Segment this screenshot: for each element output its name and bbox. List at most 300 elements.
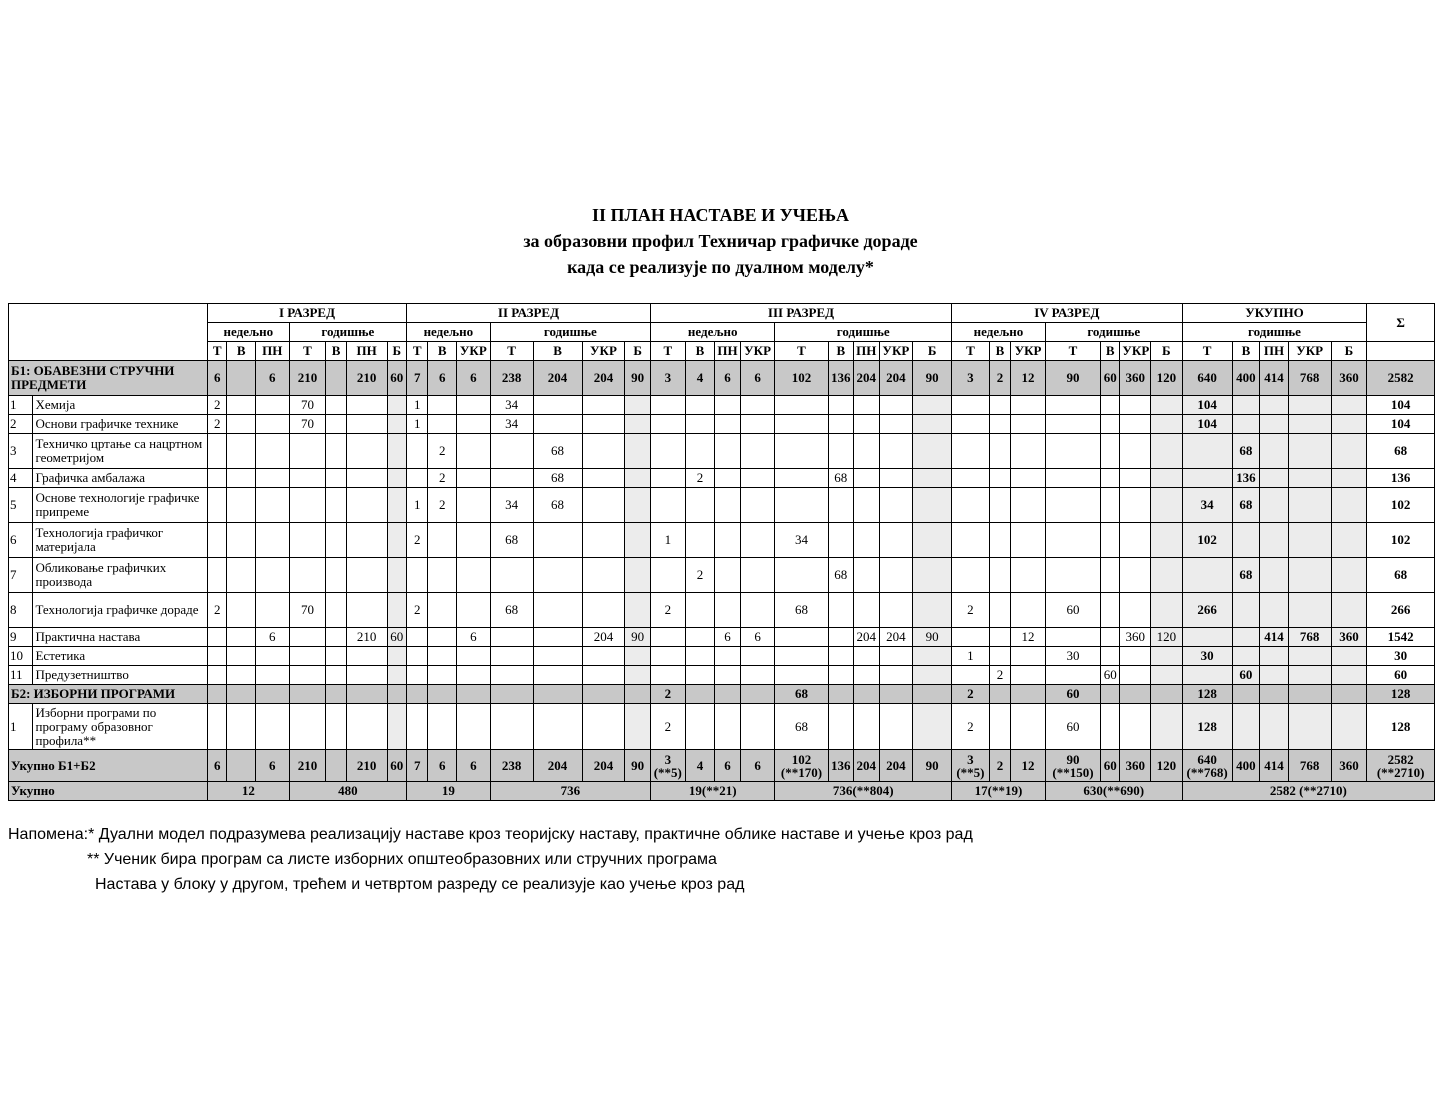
value-cell xyxy=(255,704,289,750)
value-cell: 204 xyxy=(533,361,582,396)
value-cell xyxy=(625,396,651,415)
value-cell: 104 xyxy=(1367,415,1435,434)
value-cell xyxy=(740,415,775,434)
subject-name: Естетика xyxy=(33,647,208,666)
subheader-cell: ПН xyxy=(346,342,387,361)
row-number: 1 xyxy=(9,704,33,750)
value-cell xyxy=(685,647,715,666)
value-cell xyxy=(740,434,775,469)
value-cell xyxy=(1011,666,1046,685)
subject-row xyxy=(9,666,1435,685)
value-cell xyxy=(428,628,457,647)
value-cell xyxy=(227,396,256,415)
value-cell xyxy=(208,558,227,593)
value-cell xyxy=(533,558,582,593)
value-cell xyxy=(1182,558,1232,593)
value-cell: 6 xyxy=(255,361,289,396)
subject-row xyxy=(9,647,1435,666)
value-cell xyxy=(715,396,741,415)
value-cell xyxy=(1288,415,1331,434)
value-cell xyxy=(387,704,406,750)
value-cell xyxy=(854,523,880,558)
value-cell xyxy=(457,647,491,666)
value-cell xyxy=(1288,685,1331,704)
value-cell: 210 xyxy=(346,750,387,782)
subheader-cell: Т xyxy=(650,342,685,361)
value-cell xyxy=(989,396,1010,415)
value-cell xyxy=(1232,523,1260,558)
row-number: 4 xyxy=(9,469,33,488)
value-cell: 204 xyxy=(879,361,913,396)
value-cell xyxy=(407,628,428,647)
value-cell xyxy=(490,434,533,469)
value-cell xyxy=(650,488,685,523)
value-cell: 360 xyxy=(1120,628,1151,647)
value-cell xyxy=(650,415,685,434)
value-cell: 136 xyxy=(1232,469,1260,488)
header-yearly: годишње xyxy=(1045,323,1182,342)
value-cell xyxy=(1151,488,1183,523)
value-cell: 60 xyxy=(1045,593,1100,628)
value-cell xyxy=(740,666,775,685)
row-number: 9 xyxy=(9,628,33,647)
value-cell: 6 xyxy=(255,750,289,782)
value-cell: 128 xyxy=(1182,685,1232,704)
subheader-cell: УКР xyxy=(1288,342,1331,361)
value-cell xyxy=(227,361,256,396)
value-cell xyxy=(208,704,227,750)
value-cell: 68 xyxy=(533,488,582,523)
subheader-cell: УКР xyxy=(740,342,775,361)
subheader-cell: Т xyxy=(1182,342,1232,361)
value-cell xyxy=(208,685,227,704)
header-yearly: годишње xyxy=(775,323,952,342)
value-cell: 34 xyxy=(1182,488,1232,523)
value-cell xyxy=(208,666,227,685)
grand-total-label: Укупно xyxy=(9,782,208,801)
value-cell: 360 xyxy=(1331,750,1367,782)
value-cell xyxy=(1288,558,1331,593)
value-cell xyxy=(255,415,289,434)
value-cell: 90 xyxy=(913,628,952,647)
value-cell xyxy=(854,469,880,488)
value-cell xyxy=(1182,469,1232,488)
value-cell xyxy=(326,628,346,647)
value-cell: 4 xyxy=(685,750,715,782)
value-cell xyxy=(1288,434,1331,469)
value-cell xyxy=(255,593,289,628)
grand-total-cell: 2582 (**2710) xyxy=(1182,782,1434,801)
value-cell: 68 xyxy=(775,704,828,750)
value-cell xyxy=(625,523,651,558)
value-cell: 1 xyxy=(407,415,428,434)
value-cell xyxy=(407,434,428,469)
value-cell xyxy=(1260,469,1289,488)
value-cell xyxy=(1101,593,1120,628)
value-cell: 210 xyxy=(346,628,387,647)
value-cell: 400 xyxy=(1232,361,1260,396)
value-cell xyxy=(1101,469,1120,488)
value-cell: 136 xyxy=(828,750,854,782)
value-cell: 70 xyxy=(289,415,326,434)
value-cell xyxy=(1260,704,1289,750)
curriculum-table xyxy=(8,303,1435,801)
value-cell xyxy=(913,396,952,415)
value-cell xyxy=(227,415,256,434)
value-cell xyxy=(879,558,913,593)
value-cell xyxy=(326,666,346,685)
value-cell: 414 xyxy=(1260,628,1289,647)
subject-row xyxy=(9,593,1435,628)
value-cell xyxy=(1101,523,1120,558)
subheader-cell: ПН xyxy=(854,342,880,361)
value-cell xyxy=(625,434,651,469)
value-cell xyxy=(715,593,741,628)
value-cell xyxy=(685,415,715,434)
value-cell: 2 xyxy=(952,685,990,704)
value-cell xyxy=(533,593,582,628)
value-cell xyxy=(1045,558,1100,593)
value-cell xyxy=(952,469,990,488)
subheader-cell: Т xyxy=(952,342,990,361)
value-cell: 102 xyxy=(1367,523,1435,558)
value-cell xyxy=(326,434,346,469)
value-cell xyxy=(1045,434,1100,469)
subject-name: Технологија графичког материјала xyxy=(33,523,208,558)
value-cell xyxy=(1120,593,1151,628)
value-cell xyxy=(740,396,775,415)
value-cell xyxy=(650,628,685,647)
header-yearly: годишње xyxy=(1182,323,1367,342)
value-cell xyxy=(208,488,227,523)
subject-name: Предузетништво xyxy=(33,666,208,685)
value-cell xyxy=(952,558,990,593)
value-cell xyxy=(428,704,457,750)
value-cell: 768 xyxy=(1288,628,1331,647)
subject-row xyxy=(9,415,1435,434)
value-cell xyxy=(1260,396,1289,415)
value-cell: 68 xyxy=(533,434,582,469)
value-cell: 2 xyxy=(208,593,227,628)
value-cell xyxy=(227,488,256,523)
row-number: 3 xyxy=(9,434,33,469)
value-cell xyxy=(913,523,952,558)
value-cell: 360 xyxy=(1331,628,1367,647)
value-cell xyxy=(1045,396,1100,415)
value-cell xyxy=(1151,415,1183,434)
value-cell xyxy=(625,469,651,488)
subheader-cell: УКР xyxy=(1120,342,1151,361)
value-cell xyxy=(255,523,289,558)
value-cell xyxy=(1101,488,1120,523)
header-row-subcolumns xyxy=(9,342,1435,361)
value-cell xyxy=(913,434,952,469)
value-cell xyxy=(289,434,326,469)
value-cell: 2 xyxy=(407,523,428,558)
value-cell: 2 xyxy=(428,469,457,488)
value-cell: 104 xyxy=(1182,415,1232,434)
value-cell xyxy=(407,558,428,593)
value-cell xyxy=(289,558,326,593)
value-cell xyxy=(989,593,1010,628)
value-cell xyxy=(255,469,289,488)
value-cell xyxy=(1232,415,1260,434)
value-cell xyxy=(740,647,775,666)
value-cell: 102 (**170) xyxy=(775,750,828,782)
header-weekly: недељно xyxy=(407,323,491,342)
value-cell xyxy=(854,415,880,434)
value-cell: 2 xyxy=(989,666,1010,685)
value-cell xyxy=(989,434,1010,469)
value-cell xyxy=(740,558,775,593)
value-cell: 6 xyxy=(740,628,775,647)
value-cell: 90 xyxy=(1045,361,1100,396)
value-cell xyxy=(1120,434,1151,469)
value-cell: 12 xyxy=(1011,750,1046,782)
value-cell xyxy=(387,647,406,666)
group-label: Б1: ОБАВЕЗНИ СТРУЧНИ ПРЕДМЕТИ xyxy=(9,361,208,396)
value-cell xyxy=(1045,523,1100,558)
value-cell xyxy=(854,396,880,415)
subheader-cell xyxy=(1367,342,1435,361)
row-number: 7 xyxy=(9,558,33,593)
value-cell xyxy=(428,558,457,593)
value-cell: 2582 (**2710) xyxy=(1367,750,1435,782)
value-cell xyxy=(407,666,428,685)
value-cell: 3 (**5) xyxy=(650,750,685,782)
header-row-periods xyxy=(9,323,1435,342)
value-cell: 2 xyxy=(407,593,428,628)
value-cell xyxy=(1288,488,1331,523)
group-label: Б2: ИЗБОРНИ ПРОГРАМИ xyxy=(9,685,208,704)
value-cell xyxy=(1260,666,1289,685)
subject-name: Графичка амбалажа xyxy=(33,469,208,488)
value-cell xyxy=(289,666,326,685)
header-corner xyxy=(9,304,208,361)
value-cell xyxy=(913,666,952,685)
value-cell xyxy=(255,647,289,666)
value-cell xyxy=(952,488,990,523)
value-cell xyxy=(740,704,775,750)
value-cell xyxy=(828,396,854,415)
value-cell xyxy=(625,704,651,750)
subheader-cell: ПН xyxy=(255,342,289,361)
value-cell xyxy=(1260,434,1289,469)
value-cell xyxy=(1120,666,1151,685)
value-cell: 68 xyxy=(1367,434,1435,469)
value-cell xyxy=(854,666,880,685)
value-cell xyxy=(913,488,952,523)
value-cell xyxy=(1151,558,1183,593)
value-cell xyxy=(533,628,582,647)
value-cell: 2 xyxy=(208,415,227,434)
value-cell xyxy=(533,396,582,415)
value-cell: 12 xyxy=(1011,361,1046,396)
value-cell xyxy=(490,469,533,488)
value-cell xyxy=(879,666,913,685)
value-cell: 6 xyxy=(255,628,289,647)
group-row xyxy=(9,685,1435,704)
subheader-cell: В xyxy=(989,342,1010,361)
value-cell xyxy=(227,750,256,782)
value-cell: 238 xyxy=(490,750,533,782)
value-cell xyxy=(428,415,457,434)
subheader-cell: В xyxy=(428,342,457,361)
value-cell: 60 xyxy=(387,628,406,647)
value-cell: 360 xyxy=(1331,361,1367,396)
value-cell xyxy=(952,434,990,469)
value-cell xyxy=(989,488,1010,523)
value-cell: 12 xyxy=(1011,628,1046,647)
value-cell xyxy=(227,523,256,558)
value-cell xyxy=(775,434,828,469)
value-cell xyxy=(1101,415,1120,434)
value-cell xyxy=(1232,396,1260,415)
value-cell xyxy=(387,469,406,488)
header-weekly: недељно xyxy=(208,323,290,342)
value-cell xyxy=(685,666,715,685)
subheader-cell: В xyxy=(685,342,715,361)
value-cell: 68 xyxy=(828,558,854,593)
value-cell: 266 xyxy=(1367,593,1435,628)
value-cell xyxy=(775,647,828,666)
value-cell xyxy=(1101,685,1120,704)
value-cell xyxy=(715,647,741,666)
value-cell: 3 (**5) xyxy=(952,750,990,782)
value-cell xyxy=(1288,647,1331,666)
value-cell xyxy=(490,647,533,666)
value-cell xyxy=(879,434,913,469)
value-cell xyxy=(952,415,990,434)
value-cell xyxy=(1331,488,1367,523)
value-cell xyxy=(1120,704,1151,750)
value-cell xyxy=(1288,593,1331,628)
value-cell xyxy=(1011,647,1046,666)
value-cell: 6 xyxy=(457,628,491,647)
value-cell xyxy=(685,593,715,628)
value-cell xyxy=(715,666,741,685)
subject-row xyxy=(9,396,1435,415)
value-cell: 3 xyxy=(952,361,990,396)
value-cell xyxy=(1331,685,1367,704)
value-cell xyxy=(952,628,990,647)
value-cell: 3 xyxy=(650,361,685,396)
value-cell xyxy=(346,593,387,628)
value-cell xyxy=(457,666,491,685)
value-cell xyxy=(1120,685,1151,704)
value-cell xyxy=(346,685,387,704)
value-cell: 70 xyxy=(289,593,326,628)
value-cell xyxy=(407,647,428,666)
value-cell xyxy=(625,558,651,593)
value-cell: 68 xyxy=(1232,434,1260,469)
value-cell xyxy=(326,593,346,628)
header-yearly: годишње xyxy=(490,323,650,342)
subheader-cell: В xyxy=(227,342,256,361)
value-cell: 2 xyxy=(989,750,1010,782)
value-cell xyxy=(208,469,227,488)
value-cell: 204 xyxy=(879,628,913,647)
value-cell xyxy=(1045,488,1100,523)
subject-name: Обликовање графичких производа xyxy=(33,558,208,593)
value-cell xyxy=(387,488,406,523)
value-cell: 640 xyxy=(1182,361,1232,396)
value-cell xyxy=(533,647,582,666)
subject-row xyxy=(9,628,1435,647)
value-cell: 6 xyxy=(428,750,457,782)
value-cell xyxy=(715,558,741,593)
value-cell xyxy=(346,523,387,558)
value-cell: 6 xyxy=(740,750,775,782)
subheader-cell: УКР xyxy=(457,342,491,361)
value-cell xyxy=(1331,704,1367,750)
value-cell xyxy=(255,666,289,685)
note-1: Напомена:* Дуални модел подразумева реализацију наставе кроз теоријску наставу, практичне облике наставе и учење кроз рад xyxy=(8,826,973,843)
value-cell xyxy=(685,628,715,647)
value-cell xyxy=(1151,434,1183,469)
subheader-cell: Б xyxy=(913,342,952,361)
value-cell: 90 xyxy=(625,750,651,782)
value-cell xyxy=(490,704,533,750)
value-cell: 68 xyxy=(1232,558,1260,593)
value-cell xyxy=(879,415,913,434)
value-cell xyxy=(1120,469,1151,488)
subject-name: Практична настава xyxy=(33,628,208,647)
value-cell xyxy=(387,415,406,434)
row-number: 6 xyxy=(9,523,33,558)
value-cell: 2 xyxy=(428,434,457,469)
value-cell xyxy=(326,685,346,704)
value-cell xyxy=(227,685,256,704)
value-cell: 120 xyxy=(1151,750,1183,782)
value-cell xyxy=(255,488,289,523)
value-cell xyxy=(289,647,326,666)
value-cell xyxy=(828,488,854,523)
value-cell xyxy=(879,685,913,704)
value-cell: 4 xyxy=(685,361,715,396)
value-cell: 60 xyxy=(1232,666,1260,685)
value-cell: 6 xyxy=(740,361,775,396)
subject-name: Основе технологије графичке припреме xyxy=(33,488,208,523)
header-yearly: годишње xyxy=(289,323,406,342)
value-cell: 68 xyxy=(490,523,533,558)
value-cell xyxy=(740,685,775,704)
value-cell xyxy=(326,647,346,666)
subheader-cell: Т xyxy=(289,342,326,361)
value-cell: 6 xyxy=(428,361,457,396)
value-cell xyxy=(582,558,625,593)
value-cell xyxy=(1288,396,1331,415)
value-cell xyxy=(346,469,387,488)
value-cell: 104 xyxy=(1367,396,1435,415)
value-cell xyxy=(289,488,326,523)
value-cell: 68 xyxy=(775,593,828,628)
value-cell xyxy=(1151,469,1183,488)
grand-total-row xyxy=(9,782,1435,801)
value-cell xyxy=(1101,434,1120,469)
value-cell xyxy=(1260,415,1289,434)
subject-name: Техничко цртање са нацртном геометријом xyxy=(33,434,208,469)
value-cell xyxy=(326,558,346,593)
subject-row xyxy=(9,704,1435,750)
value-cell: 90 xyxy=(913,750,952,782)
value-cell xyxy=(828,685,854,704)
subheader-cell: В xyxy=(1232,342,1260,361)
subheader-cell: Б xyxy=(387,342,406,361)
value-cell: 60 xyxy=(1101,666,1120,685)
value-cell xyxy=(1101,704,1120,750)
value-cell xyxy=(428,523,457,558)
